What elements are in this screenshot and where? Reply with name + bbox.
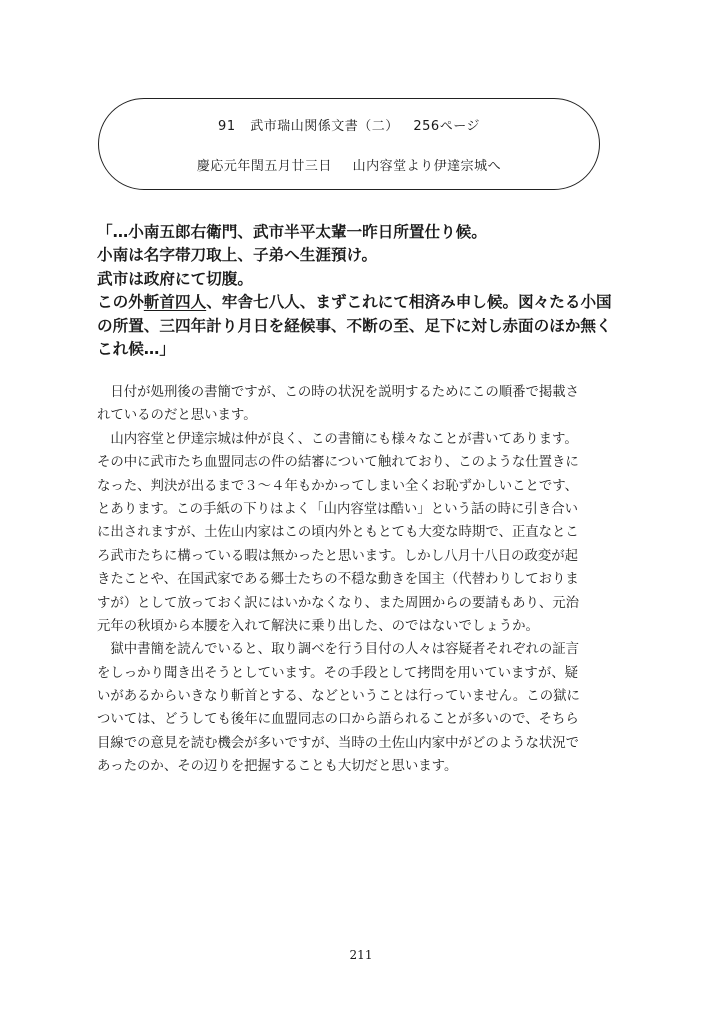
quote-line: 「…小南五郎右衛門、武市半平太輩一昨日所置仕り候。 — [97, 223, 487, 241]
body-line: をしっかり聞き出そうとしています。その手段として拷問を用いていますが、疑 — [97, 665, 578, 681]
body-line: とあります。この手紙の下りはよく「山内容堂は酷い」という話の時に引き合い — [97, 501, 578, 517]
commentary-body — [97, 381, 647, 779]
header-date-line — [99, 155, 599, 174]
body-line: すが）として放っておく訳にはいかなくなり、また周囲からの要請もあり、元治 — [97, 595, 580, 611]
body-line: 獄中書簡を読んでいると、取り調べを行う目付の人々は容疑者それぞれの証言 — [97, 642, 580, 658]
header-source-line — [99, 115, 599, 134]
body-line: れているのだと思います。 — [97, 408, 257, 424]
body-line: 元年の秋頃から本腰を入れて解決に乗り出した、のではないでしょうか。 — [97, 618, 539, 634]
letter-date: 慶応元年閏五月廿三日 — [196, 159, 332, 174]
body-line: ついては、どうしても後年に血盟同志の口から語られることが多いので、そちら — [97, 712, 579, 728]
body-line: 山内容堂と伊達宗城は仲が良く、この書簡にも様々なことが書いてあります。 — [97, 431, 578, 447]
body-line: きたことや、在国武家である郷士たちの不穏な動きを国主（代替わりしておりま — [97, 572, 579, 588]
body-line: ろ武市たちに構っている暇は無かったと思います。しかし八月十八日の政変が起 — [97, 548, 578, 564]
page-number: 211 — [349, 948, 373, 962]
doc-number: 91 — [218, 119, 236, 134]
page-reference: 256ページ — [413, 119, 480, 134]
body-line: あったのか、その辺りを把握することも大切だと思います。 — [97, 759, 458, 775]
quote-line: の所置、三四年計り月日を経候事、不断の至、足下に対し赤面のほか無く — [97, 316, 612, 335]
letter-sender-recipient: 山内容堂より伊達宗城へ — [352, 159, 502, 174]
quote-line: 小南は名字帯刀取上、子弟へ生涯預け。 — [97, 246, 378, 265]
underlined-phrase: 斬首四人 — [143, 293, 207, 312]
body-line: その中に武市たち血盟同志の件の結審について触れており、このような仕置きに — [97, 455, 579, 471]
quote-text: この外 — [97, 293, 144, 312]
body-line: なった、判決が出るまで３～４年もかかってしまい全くお恥ずかしいことです、 — [97, 478, 578, 494]
body-line: 目線での意見を読む機会が多いですが、当時の土佐山内家中がどのような状況で — [97, 735, 580, 751]
body-line: 日付が処刑後の書簡ですが、この時の状況を説明するためにこの順番で掲載さ — [97, 385, 580, 400]
quote-text: 、牢舎七八人、まずこれにて相済み申し候。図々たる小国 — [206, 293, 612, 312]
quote-line: 武市は政府にて切腹。 — [97, 269, 253, 288]
source-title: 武市瑞山関係文書（二） — [250, 119, 399, 134]
body-line: に出されますが、土佐山内家はこの頃内外ともとても大変な時期で、正直なとこ — [97, 525, 579, 541]
letter-quote — [97, 221, 637, 361]
quote-line: これ候…」 — [97, 339, 175, 358]
quote-line — [97, 291, 637, 314]
body-line: いがあるからいきなり斬首とする、などということは行っていません。この獄に — [97, 689, 580, 705]
header-box — [98, 98, 600, 190]
